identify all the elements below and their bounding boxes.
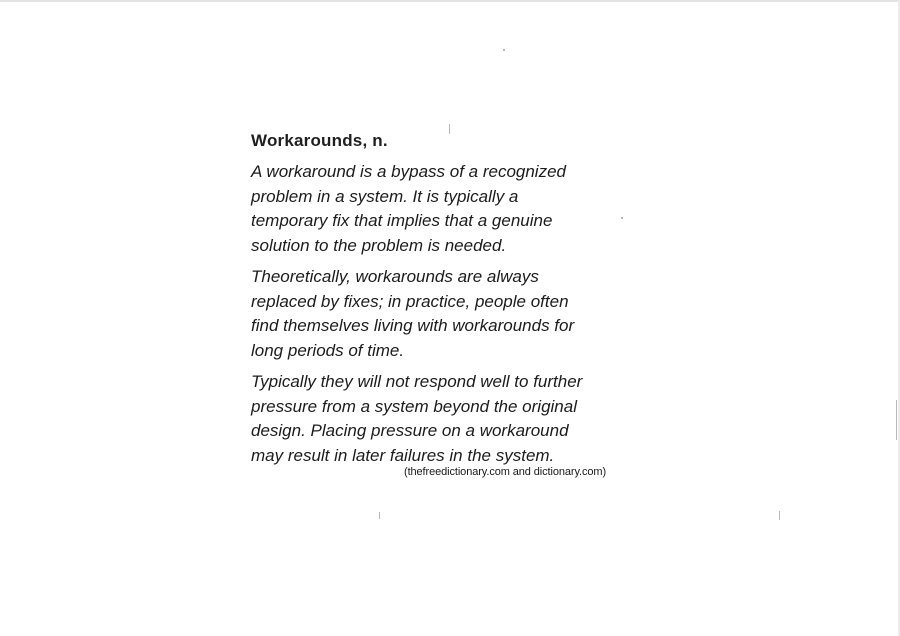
scan-speck: [896, 400, 897, 440]
paragraph-line: Theoretically, workarounds are always: [251, 267, 539, 286]
definition-paragraph: [251, 265, 681, 363]
paragraph-line: may result in later failures in the system.: [251, 445, 555, 465]
paragraph-line: design. Placing pressure on a workaround: [251, 421, 569, 440]
paragraph-line: replaced by fixes; in practice, people often: [251, 291, 569, 311]
entry-headword: Workarounds, n.: [251, 131, 388, 150]
paragraph-line: solution to the problem is needed.: [251, 235, 507, 255]
scan-top-edge: [0, 0, 900, 2]
paragraph-line: temporary fix that implies that a genuine: [251, 211, 553, 230]
definition-paragraph: [251, 370, 681, 468]
paragraph-line: pressure from a system beyond the original: [251, 396, 577, 416]
definition-block: [251, 129, 681, 475]
scan-speck: [379, 512, 380, 519]
definition-paragraph: [251, 160, 681, 258]
paragraph-line: find themselves living with workarounds for: [251, 316, 575, 335]
paragraph-line: A workaround is a bypass of a recognized: [251, 162, 566, 181]
paragraph-line: problem in a system. It is typically a: [251, 186, 519, 206]
paragraph-line: Typically they will not respond well to further: [251, 372, 583, 391]
scan-speck: [503, 49, 505, 51]
source-citation: (thefreedictionary.com and dictionary.com): [404, 466, 607, 478]
scan-speck: [779, 511, 780, 520]
paragraph-line: long periods of time.: [251, 340, 405, 360]
